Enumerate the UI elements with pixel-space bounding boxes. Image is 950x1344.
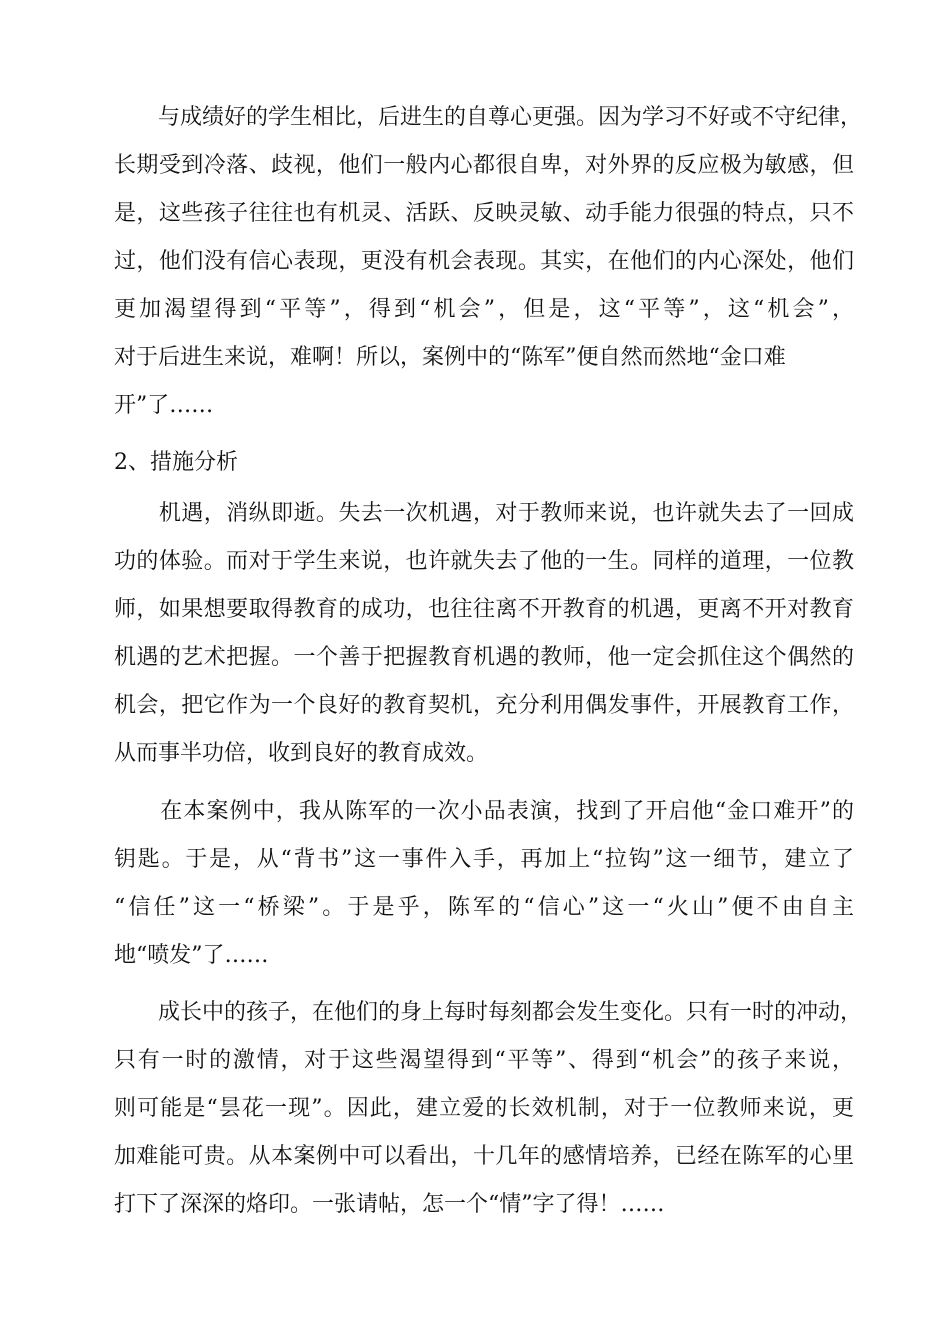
paragraph-line: 机遇，消纵即逝。失去一次机遇，对于教师来说，也许就失去了一回成 [114, 501, 854, 526]
paragraph-line: 加难能可贵。从本案例中可以看出，十几年的感情培养，已经在陈军的心里 [114, 1144, 854, 1169]
paragraph-line: 在本案例中，我从陈军的一次小品表演，找到了开启他“金口难开”的 [114, 799, 854, 824]
paragraph-line: 功的体验。而对于学生来说，也许就失去了他的一生。同样的道理，一位教 [114, 549, 854, 574]
paragraph-line: 机会，把它作为一个良好的教育契机，充分利用偶发事件，开展教育工作， [114, 693, 854, 718]
section-heading: 2、措施分析 [114, 450, 238, 475]
paragraph-line: 更加渴望得到“平等”，得到“机会”，但是，这“平等”，这“机会”， [114, 297, 854, 322]
paragraph-line: 打下了深深的烙印。一张请帖，怎一个“情”字了得！…… [114, 1192, 665, 1217]
paragraph-line: 机遇的艺术把握。一个善于把握教育机遇的教师，他一定会抓住这个偶然的 [114, 645, 854, 670]
paragraph-line: 与成绩好的学生相比，后进生的自尊心更强。因为学习不好或不守纪律， [114, 105, 863, 130]
paragraph-line: 从而事半功倍，收到良好的教育成效。 [114, 741, 489, 766]
paragraph-line: 则可能是“昙花一现”。因此，建立爱的长效机制，对于一位教师来说，更 [114, 1096, 854, 1121]
paragraph-line: 长期受到冷落、歧视，他们一般内心都很自卑，对外界的反应极为敏感，但 [114, 153, 854, 178]
paragraph-line: 过，他们没有信心表现，更没有机会表现。其实，在他们的内心深处，他们 [114, 249, 854, 274]
paragraph-line: 地“喷发”了…… [114, 943, 269, 968]
paragraph-line: 成长中的孩子，在他们的身上每时每刻都会发生变化。只有一时的冲动， [114, 1000, 863, 1025]
paragraph-line: 开”了…… [114, 393, 214, 418]
paragraph-line: 钥匙。于是，从“背书”这一事件入手，再加上“拉钩”这一细节，建立了 [114, 847, 854, 872]
paragraph-line: 只有一时的激情，对于这些渴望得到“平等”、得到“机会”的孩子来说， [114, 1048, 854, 1073]
paragraph-line: 师，如果想要取得教育的成功，也往往离不开教育的机遇，更离不开对教育 [114, 597, 854, 622]
paragraph-line: 是，这些孩子往往也有机灵、活跃、反映灵敏、动手能力很强的特点，只不 [114, 201, 854, 226]
paragraph-line: 对于后进生来说，难啊！所以，案例中的“陈军”便自然而然地“金口难 [114, 345, 786, 370]
paragraph-line: “信任”这一“桥梁”。于是乎，陈军的“信心”这一“火山”便不由自主 [114, 895, 854, 920]
